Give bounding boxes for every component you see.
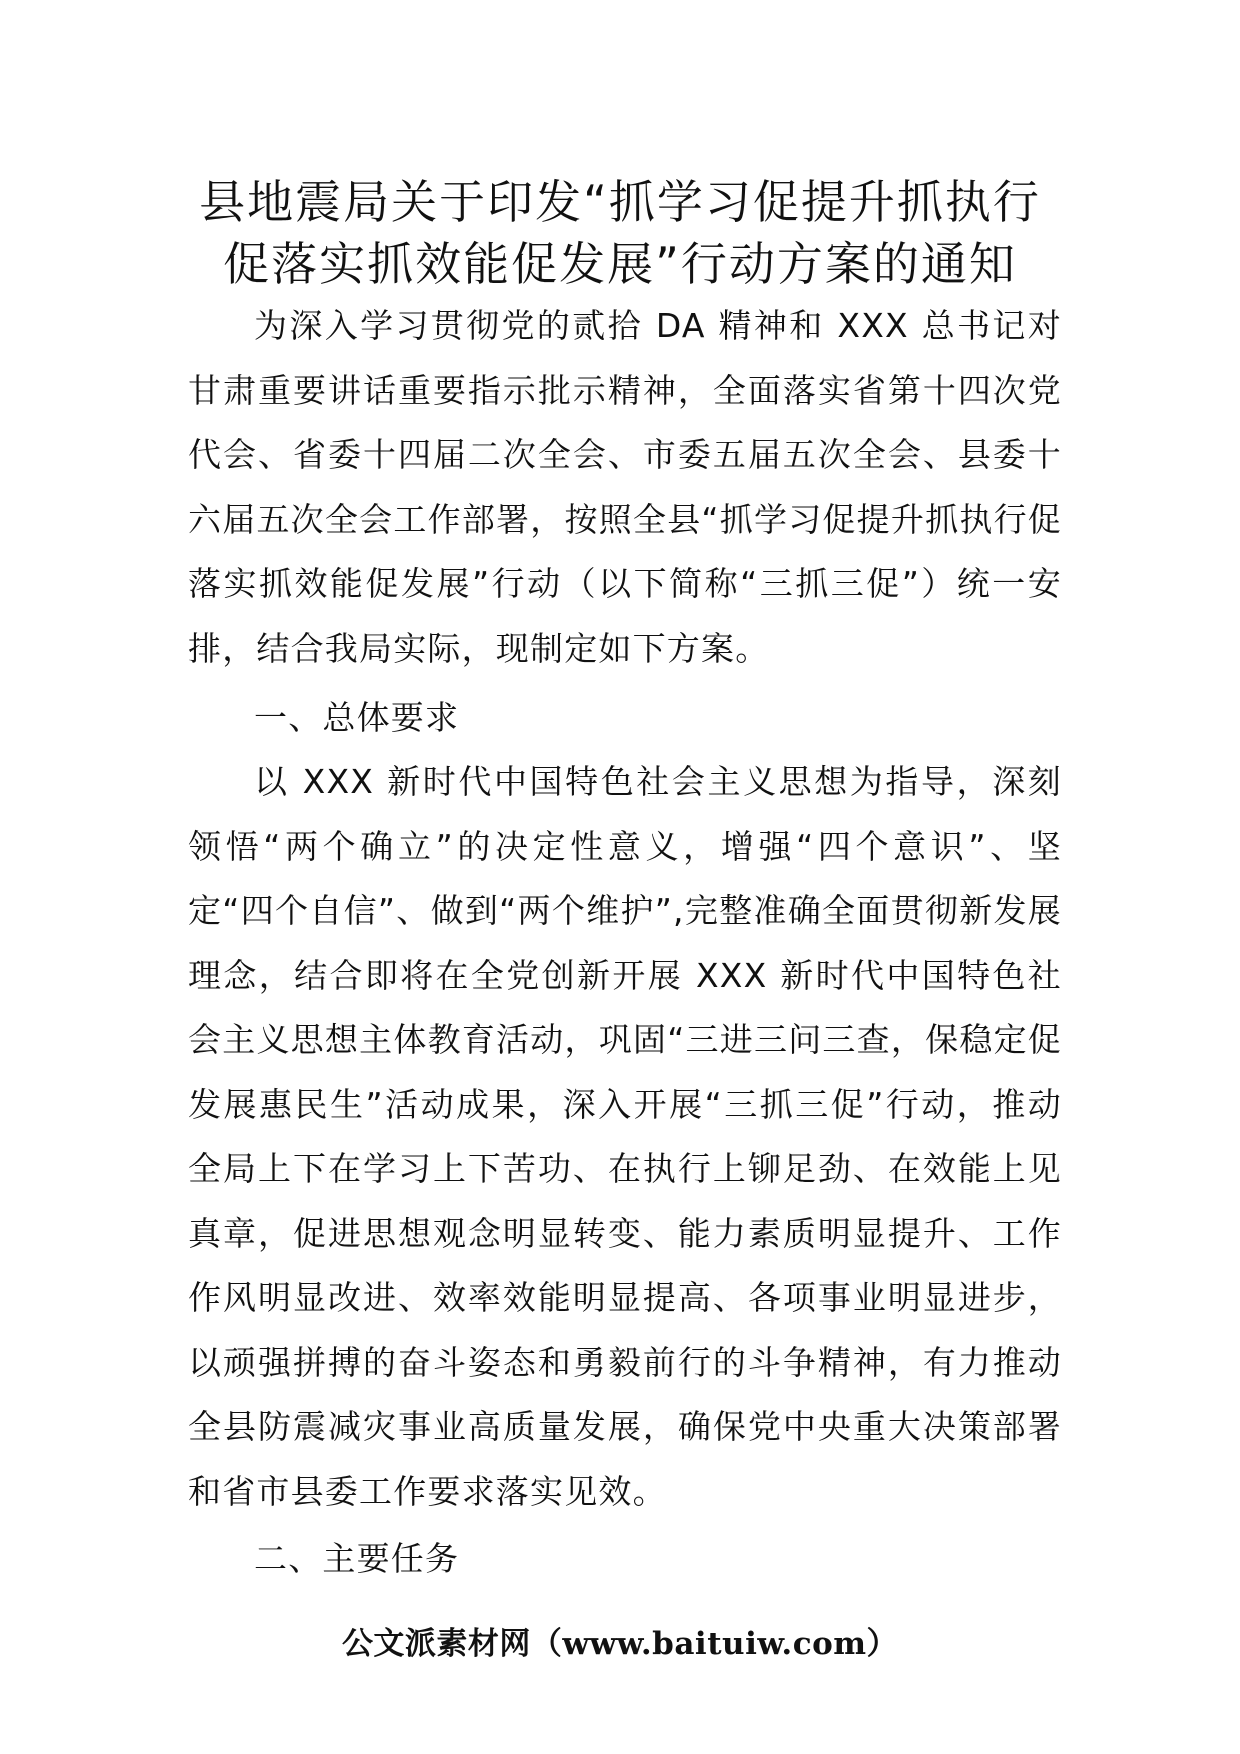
general-requirements-paragraph: 以 XXX 新时代中国特色社会主义思想为指导，深刻领悟“两个确立”的决定性意义，增强“四个意识”、坚定“四个自信”、做到“两个维护”,完整准确全面贯彻新发展理念，结合即将在全党创新开展 XXX 新时代中国特色社会主义思想主体教育活动，巩固“三进三问三查，保稳定促发展惠民生”活动成果，深入开展“三抓三促”行动，推动全局上下在学习上下苦功、在执行上铆足劲、在效能上见真章，促进思想观念明显转变、能力素质明显提升、工作作风明显改进、效率效能明显提高、各项事业明显进步，以顽强拼搏的奋斗姿态和勇毅前行的斗争精神，有力推动全县防震减灾事业高质量发展，确保党中央重大决策部署和省市县委工作要求落实见效。 xyxy=(188,762,1062,1511)
section-heading-main-tasks: 二、主要任务 xyxy=(254,1539,460,1578)
intro-paragraph: 为深入学习贯彻党的贰拾 DA 精神和 XXX 总书记对甘肃重要讲话重要指示批示精神，全面落实省第十四次党代会、省委十四届二次全会、市委五届五次全会、县委十六届五次全会工作部署，按照全县“抓学习促提升抓执行促落实抓效能促发展”行动（以下简称“三抓三促”）统一安排，结合我局实际，现制定如下方案。 xyxy=(188,306,1062,668)
footer-watermark: 公文派素材网（www.baituiw.com） xyxy=(341,1626,899,1662)
document-title-line-1: 县地震局关于印发“抓学习促提升抓执行 xyxy=(199,175,1041,229)
section-heading-general-requirements: 一、总体要求 xyxy=(254,698,460,737)
document-title-line-2: 促落实抓效能促发展”行动方案的通知 xyxy=(223,237,1017,291)
